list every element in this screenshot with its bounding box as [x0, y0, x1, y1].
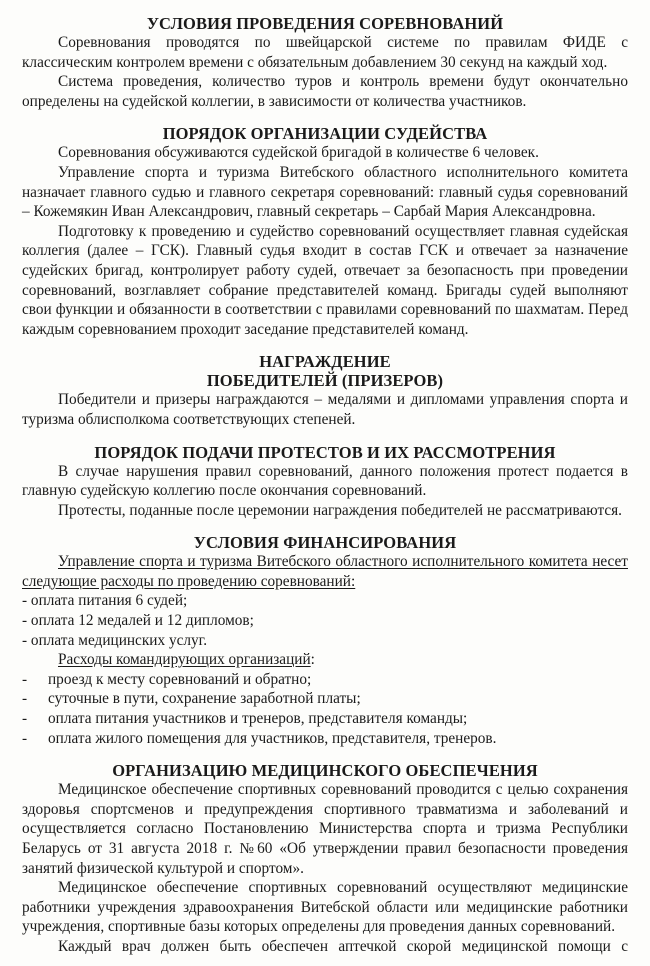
spacer	[22, 520, 628, 533]
paragraph: Управление спорта и туризма Витебского областного исполнительного комитета назначает главного судью и главного секретаря соревнований: главный судья соревнований – Кожемякин Иван Александрович, главный секретарь – Сарбай Мария Александровна.	[22, 163, 628, 221]
list-item	[22, 689, 628, 709]
list-item	[22, 709, 628, 729]
list-item-text: оплата питания участников и тренеров, представителя команды;	[48, 710, 468, 728]
sending-org-expenses-heading: Расходы командирующих организаций	[58, 651, 311, 669]
dash-bullet: -	[22, 729, 28, 747]
colon: :	[310, 651, 315, 669]
list-item-text: оплата жилого помещения для участников, представителя, тренеров.	[48, 729, 497, 747]
dash-bullet: -	[22, 670, 28, 688]
dash-bullet: -	[22, 690, 28, 708]
section-title: ОРГАНИЗАЦИЮ МЕДИЦИНСКОГО ОБЕСПЕЧЕНИЯ	[112, 761, 538, 781]
spacer	[22, 748, 628, 761]
paragraph: Подготовку к проведению и судейство соревнований осуществляет главная судейская коллегия (далее – ГСК). Главный судья входит в состав ГСК и отвечает за назначение судейских бригад, контролирует работу судей, отвечает за безопасность при проведении соревнований, возглавляет собрание представителей команд. Бригады судей выполняют свои функции и обязанности в соответствии с правилами соревнований по шахматам. Перед каждым соревнованием проходит заседание представителей команд.	[22, 222, 628, 338]
section-title-line-1: НАГРАЖДЕНИЕ	[259, 352, 391, 372]
spacer	[22, 111, 628, 124]
section-financing	[22, 533, 628, 748]
list-item-text: проезд к месту соревнований и обратно;	[48, 670, 312, 688]
paragraph: Система проведения, количество туров и контроль времени будут окончательно определены на судейской коллегии, в зависимости от количества участников.	[22, 73, 628, 110]
list-item-text: суточные в пути, сохранение заработной платы;	[48, 690, 361, 708]
section-title: ПОРЯДОК ПОДАЧИ ПРОТЕСТОВ И ИХ РАССМОТРЕНИЯ	[94, 442, 556, 462]
section-awards	[22, 352, 628, 429]
spacer	[22, 339, 628, 352]
section-refereeing	[22, 124, 628, 339]
paragraph: Соревнования обсуживаются судейской бригадой в количестве 6 человек.	[58, 144, 539, 162]
spacer	[22, 430, 628, 443]
list-item	[22, 670, 628, 690]
section-competition-conditions	[22, 14, 628, 111]
section-medical	[22, 761, 628, 956]
paragraph: Победители и призеры награждаются – медалями и дипломами управления спорта и туризма облисполкома соответствующих степеней.	[22, 391, 628, 428]
paragraph: Медицинское обеспечение спортивных соревнований проводится с целью сохранения здоровья спортсменов и предупреждения спортивного травматизма и заболеваний и осуществляется согласно Постановлению Министерства спорта и тризма Республики Беларусь от 31 августа 2018 г. №60 «Об утверждении правил безопасности проведения занятий физической культурой и спортом».	[22, 781, 628, 877]
list-item: - оплата 12 медалей и 12 дипломов;	[22, 612, 254, 630]
paragraph: Каждый врач должен быть обеспечен аптечкой скорой медицинской помощи с	[58, 937, 628, 955]
paragraph	[22, 552, 628, 591]
section-title: УСЛОВИЯ ПРОВЕДЕНИЯ СОРЕВНОВАНИЙ	[146, 14, 504, 33]
section-title-line-2: ПОБЕДИТЕЛЕЙ (ПРИЗЕРОВ)	[206, 371, 444, 391]
paragraph: Протесты, поданные после церемонии награждения победителей не рассматриваются.	[58, 501, 622, 519]
paragraph: В случае нарушения правил соревнований, данного положения протест подается в главную судейскую коллегию после окончания соревнований.	[22, 462, 628, 500]
section-title: ПОРЯДОК ОРГАНИЗАЦИИ СУДЕЙСТВА	[162, 124, 488, 144]
paragraph: Соревнования проводятся по швейцарской системе по правилам ФИДЕ с классическим контролем времени с обязательным добавлением 30 секунд на каждый ход.	[22, 34, 628, 71]
section-protests	[22, 443, 628, 521]
list-item: - оплата медицинских услуг.	[22, 631, 208, 649]
section-title: УСЛОВИЯ ФИНАНСИРОВАНИЯ	[193, 533, 457, 553]
paragraph: Медицинское обеспечение спортивных соревнований осуществляют медицинские работники учреждения здравоохранения Витебской области или медицинские работники учреждения, спортивные базы которых определены для проведения данных соревнований.	[22, 879, 628, 936]
dash-bullet: -	[22, 710, 28, 728]
list-item	[22, 729, 628, 749]
organizer-expenses-intro: Управление спорта и туризма Витебского областного исполнительного комитета несет следующие расходы по проведению соревнований:	[22, 553, 628, 590]
list-item: - оплата питания 6 судей;	[22, 592, 188, 610]
paragraph	[22, 650, 628, 670]
